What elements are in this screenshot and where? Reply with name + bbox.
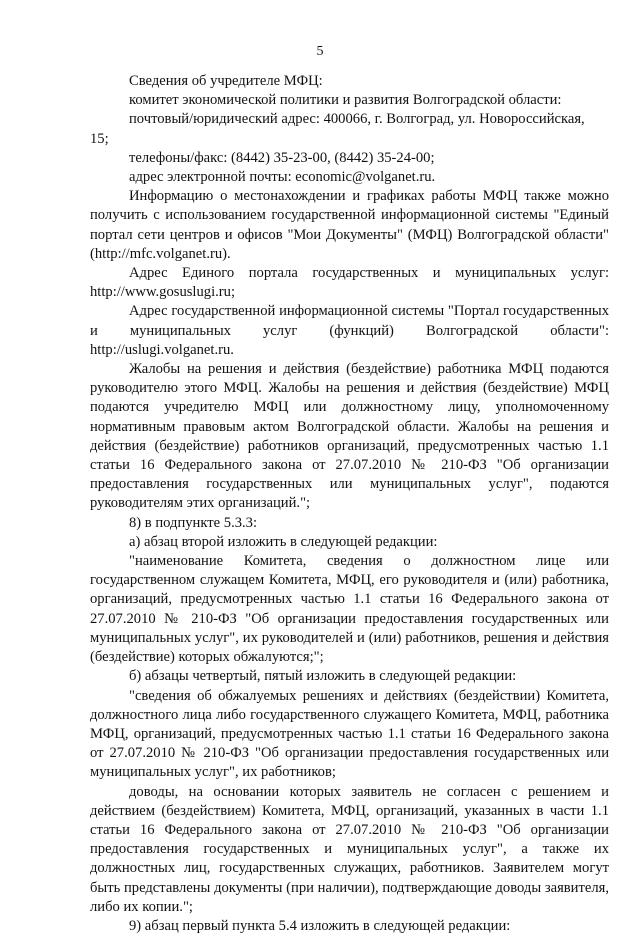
document-body [90, 72, 609, 936]
paragraph-committee-name: комитет экономической политики и развития Волгоградской области: [129, 92, 562, 109]
paragraph-item-8b-text-1: "сведения об обжалуемых решениях и действиях (бездействии) Комитета, должностного лица либо государственного служащего Комитета, МФЦ, работника МФЦ, организаций, предусмотренных частью 1.1 статьи 16 Федерального закона от 27.07.2010 № 210-ФЗ "Об организации предоставления государственных или муниципальных услуг", их работников; [90, 687, 609, 781]
paragraph-phones: телефоны/факс: (8442) 35-23-00, (8442) 35-24-00; [129, 149, 435, 166]
paragraph-email: адрес электронной почты: economic@volganet.ru. [129, 169, 436, 186]
paragraph-item-9: 9) абзац первый пункта 5.4 изложить в следующей редакции: [129, 917, 511, 934]
paragraph-postal-address-cont: 15; [90, 130, 109, 147]
paragraph-item-8: 8) в подпункте 5.3.3: [129, 514, 258, 531]
paragraph-item-8b: б) абзацы четвертый, пятый изложить в следующей редакции: [129, 668, 517, 685]
paragraph-postal-address: почтовый/юридический адрес: 400066, г. Волгоград, ул. Новороссийская, [129, 111, 585, 128]
paragraph-gosuslugi: Адрес Единого портала государственных и муниципальных услуг: http://www.gosuslugi.ru; [90, 265, 609, 301]
paragraph-mfc-info: Информацию о местонахождении и графиках работы МФЦ также можно получить с использованием государственной информационной системы "Единый портал сети центров и офисов "Мои Документы" (МФЦ) Волгоградской области" (http://mfc.volganet.ru). [90, 188, 609, 262]
paragraph-item-8a-text: "наименование Комитета, сведения о должностном лице или государственном служащем Комитета, МФЦ, его руководителя и (или) работника, организаций, предусмотренных частью 1.1 статьи 16 Федерального закона от 27.07.2010 № 210-ФЗ "Об организации предоставления государственных или муниципальных услуг", их руководителей и (или) работников, решения и действия (бездействие) которых обжалуются;"; [90, 553, 609, 666]
paragraph-item-8b-text-2: доводы, на основании которых заявитель не согласен с решением и действием (бездействием) Комитета, МФЦ, организаций, указанных в части 1.1 статьи 16 Федерального закона от 27.07.2010 № 210-ФЗ "Об организации предоставления государственных и муниципальных услуг", а также их должностных лиц, государственных служащих, работников. Заявителем могут быть представлены документы (при наличии), подтверждающие доводы заявителя, либо их копии."; [90, 783, 609, 915]
paragraph-item-8a: а) абзац второй изложить в следующей редакции: [129, 533, 438, 550]
paragraph-complaints: Жалобы на решения и действия (бездействие) работника МФЦ подаются руководителю этого МФЦ. Жалобы на решения и действия (бездействие) МФЦ подаются учредителю МФЦ или должностному лицу, уполномоченному нормативным правовым актом Волгоградской области. Жалобы на решения и действия (бездействие) работников организаций, предусмотренных частью 1.1 статьи 16 Федерального закона от 27.07.2010 № 210-ФЗ "Об организации предоставления государственных или муниципальных услуг", подаются руководителям этих организаций."; [90, 361, 609, 512]
paragraph-founder-heading: Сведения об учредителе МФЦ: [129, 73, 323, 89]
paragraph-regional-portal: Адрес государственной информационной системы "Портал государственных и муниципальных услуг (функций) Волгоградской области": http://uslugi.volganet.ru. [90, 303, 609, 358]
page-number: 5 [316, 44, 324, 59]
